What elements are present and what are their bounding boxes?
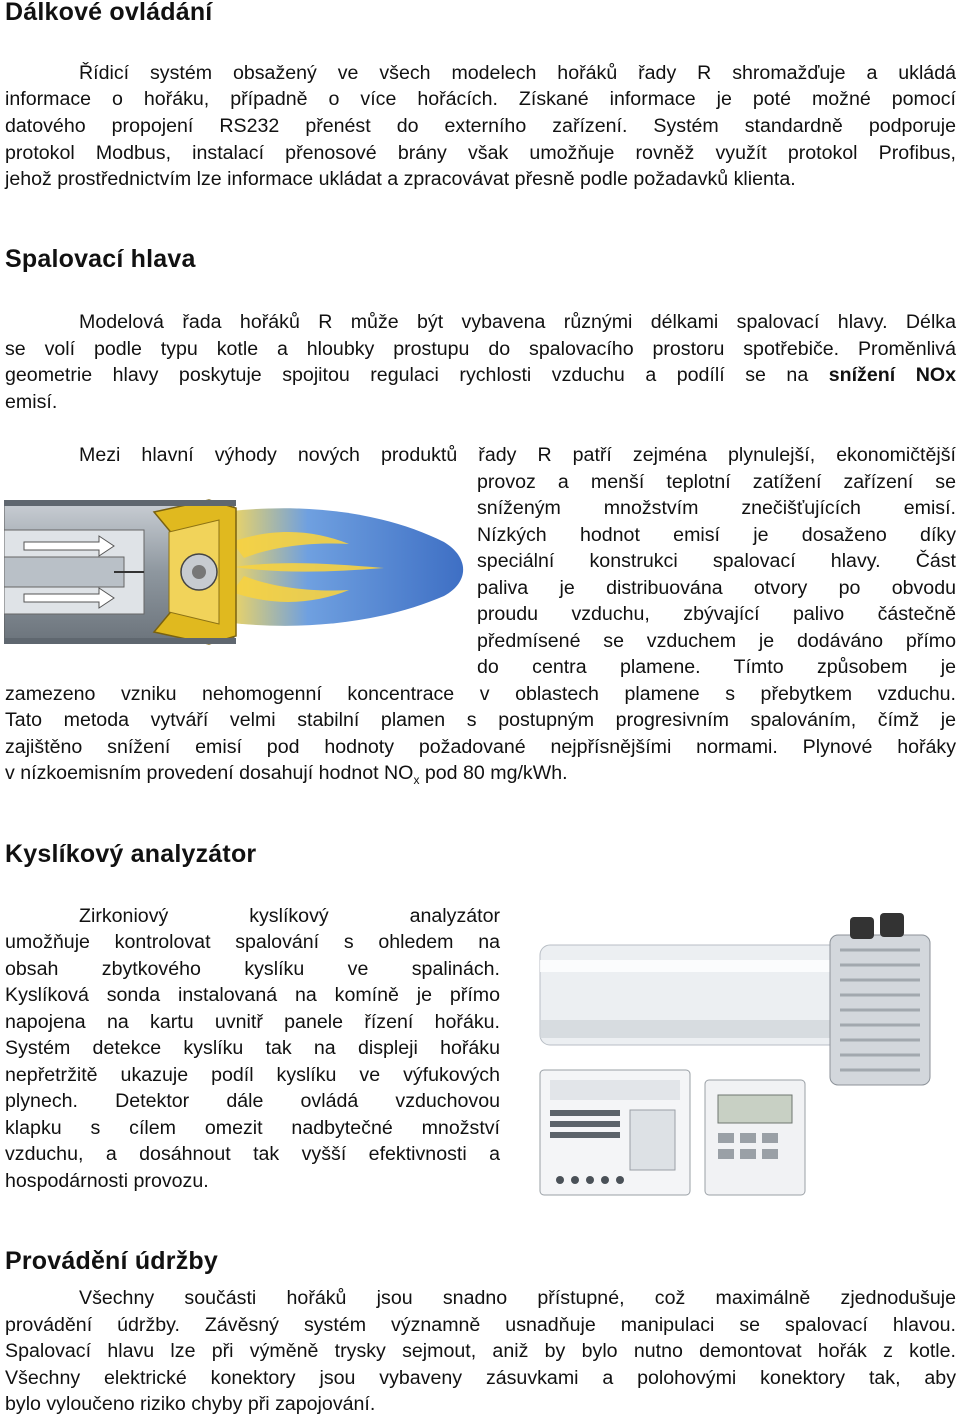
head-p2-right-5: paliva je distribuována otvory po obvodu [477, 577, 956, 599]
head-line-3 [5, 362, 956, 388]
oxygen-line-3: obsah zbytkového kyslíku ve spalinách. [5, 958, 500, 980]
head-line-4: emisí. [5, 391, 58, 413]
remote-line-4: protokol Modbus, instalací přenosové brány však umožňuje rovněž využít protokol Profibus, [5, 142, 956, 164]
remote-line-5: jehož prostřednictvím lze informace ukládat a zpracovávat přesně podle požadavků klienta. [5, 168, 796, 190]
nox-bold-text: snížení NOx [828, 364, 956, 386]
oxygen-line-8: plynech. Detektor dále ovládá vzduchovou [5, 1090, 500, 1112]
head-p2-full-3: zajištěno snížení emisí pod hodnoty požadované nejpřísnějšími normami. Plynové hořáky [5, 736, 956, 758]
head-p2-right-8: do centra plamene. Tímto způsobem je [477, 656, 956, 678]
maintenance-line-3: Spalovací hlavu lze při výměně trysky sejmout, aniž by bylo nutno demontovat hořák z kotle. [5, 1340, 956, 1362]
oxygen-line-9: klapku s cílem omezit nadbytečné množství [5, 1117, 500, 1139]
oxygen-line-4: Kyslíková sonda instalovaná na komíně je přímo [5, 984, 500, 1006]
maintenance-line-2: provádění údržby. Závěsný systém významně usnadňuje manipulaci se spalovací hlavou. [5, 1314, 956, 1336]
remote-line-1: Řídicí systém obsažený ve všech modelech hořáků řady R shromažďuje a ukládá [79, 62, 956, 84]
remote-line-3: datového propojení RS232 přenést do externího zařízení. Systém standardně podporuje [5, 115, 956, 137]
section-title-maintenance: Provádění údržby [5, 1247, 218, 1275]
burner-flame-illustration [4, 472, 472, 668]
oxygen-line-10: vzduchu, a dosáhnout tak vyšší efektivnosti a [5, 1143, 500, 1165]
oxygen-line-2: umožňuje kontrolovat spalování s ohledem na [5, 931, 500, 953]
head-p2-right-7: předmísené se vzduchem je dodáváno přímo [477, 630, 956, 652]
head-p2-right-1: provoz a menší teplotní zatížení zařízení se [477, 471, 956, 493]
maintenance-line-1: Všechny součásti hořáků jsou snadno přístupné, což maximálně zjednodušuje [79, 1287, 956, 1309]
section-title-oxygen: Kyslíkový analyzátor [5, 840, 257, 868]
head-last-tail: pod 80 mg/kWh. [419, 762, 568, 784]
head-last-text: v nízkoemisním provedení dosahují hodnot NO [5, 762, 414, 784]
head-line-1: Modelová řada hořáků R může být vybavena různými délkami spalovací hlavy. Délka [79, 311, 956, 333]
head-p2-line-1: Mezi hlavní výhody nových produktů řady R patří zejména plynulejší, ekonomičtější [79, 444, 956, 466]
head-p2-last [5, 760, 956, 793]
head-line-3-text: geometrie hlavy poskytuje spojitou regulaci rychlosti vzduchu a podílí se na [5, 364, 809, 386]
remote-line-2: informace o hořáku, případně o více hořácích. Získané informace je poté možné pomocí [5, 88, 956, 110]
section-title-head: Spalovací hlava [5, 245, 196, 273]
oxygen-line-11: hospodárnosti provozu. [5, 1170, 209, 1192]
oxygen-line-5: napojena na kartu uvnitř panele řízení hořáku. [5, 1011, 500, 1033]
head-p2-right-6: proudu vzduchu, zbývající palivo částečně [477, 603, 956, 625]
head-p2-right-3: Nízkých hodnot emisí je dosaženo díky [477, 524, 956, 546]
maintenance-line-4: Všechny elektrické konektory jsou vybaveny zásuvkami a polohovými konektory tak, aby [5, 1367, 956, 1389]
maintenance-line-5: bylo vyloučeno riziko chyby při zapojování. [5, 1393, 376, 1415]
head-p2-right-4: speciální konstrukci spalovací hlavy. Část [477, 550, 956, 572]
head-p2-full-1: zamezeno vzniku nehomogenní koncentrace v oblastech plamene s přebytkem vzduchu. [5, 683, 956, 705]
oxygen-line-6: Systém detekce kyslíku tak na displeji hořáku [5, 1037, 500, 1059]
oxygen-line-1: Zirkoniový kyslíkový analyzátor [79, 905, 500, 927]
head-line-2: se volí podle typu kotle a hloubky prostupu do spalovacího prostoru spotřebiče. Proměnlivá [5, 338, 956, 360]
head-p2-full-2: Tato metoda vytváří velmi stabilní plamen s postupným progresivním spalováním, čímž je [5, 709, 956, 731]
oxygen-line-7: nepřetržitě ukazuje podíl kyslíku ve výfukových [5, 1064, 500, 1086]
section-title-remote: Dálkové ovládání [5, 0, 213, 26]
oxygen-analyzer-photo [520, 905, 940, 1205]
head-p2-right-2: sníženým množstvím znečišťujících emisí. [477, 497, 956, 519]
nox-subscript: x [413, 772, 420, 787]
